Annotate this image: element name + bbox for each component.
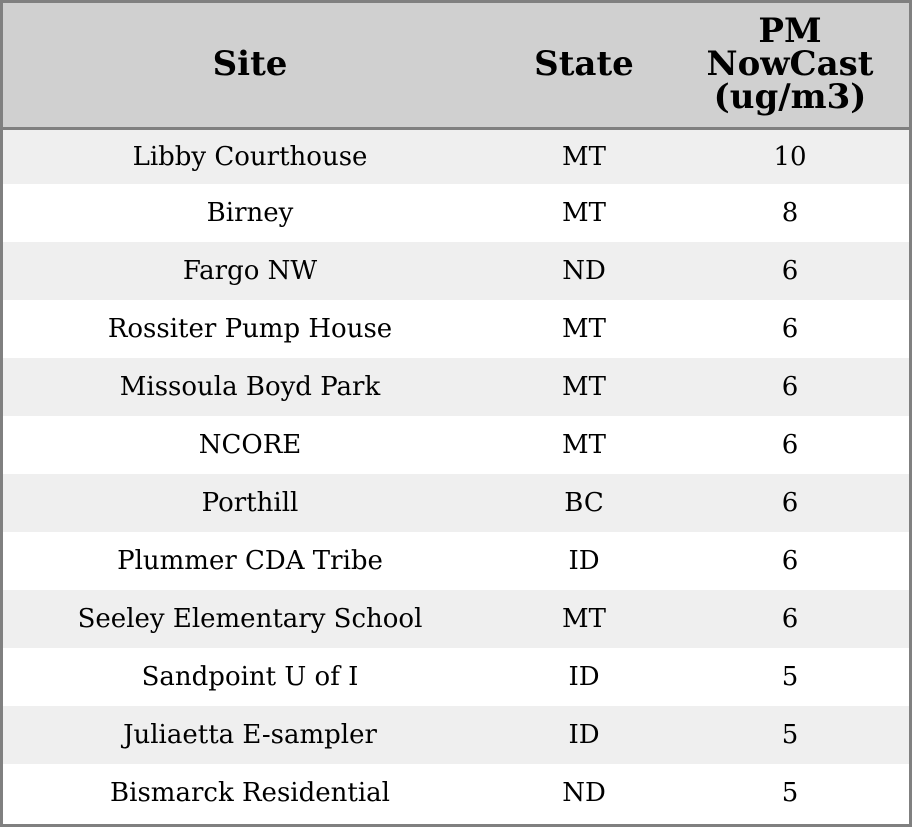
cell-site: Seeley Elementary School — [77, 604, 423, 634]
cell-pm-nowcast: 6 — [781, 430, 799, 460]
table-row — [3, 590, 909, 648]
header-site: Site — [3, 3, 497, 128]
cell-state: ID — [568, 546, 600, 576]
cell-pm-nowcast: 6 — [781, 488, 799, 518]
cell-site: Bismarck Residential — [110, 778, 390, 808]
cell-pm-nowcast: 6 — [781, 256, 799, 286]
table-row — [3, 184, 909, 242]
cell-pm-nowcast: 6 — [781, 314, 799, 344]
table-row — [3, 474, 909, 532]
table-body — [3, 128, 909, 822]
cell-site: Porthill — [201, 488, 299, 518]
table-row — [3, 300, 909, 358]
cell-state: MT — [562, 372, 606, 402]
cell-state: ND — [562, 778, 606, 808]
cell-site: Birney — [206, 198, 294, 228]
table-row — [3, 358, 909, 416]
cell-site: Plummer CDA Tribe — [117, 546, 383, 576]
table-row — [3, 648, 909, 706]
cell-pm-nowcast: 5 — [781, 720, 799, 750]
cell-state: MT — [562, 430, 606, 460]
cell-site: Libby Courthouse — [132, 141, 368, 172]
cell-state: BC — [564, 488, 604, 518]
cell-state: MT — [562, 198, 606, 228]
pm-nowcast-table — [3, 3, 909, 822]
header-state: State — [497, 3, 671, 128]
cell-site: Missoula Boyd Park — [119, 372, 381, 402]
cell-state: MT — [562, 141, 606, 172]
cell-state: MT — [562, 604, 606, 634]
table-row — [3, 242, 909, 300]
cell-site: Sandpoint U of I — [141, 662, 359, 692]
cell-site: NCORE — [198, 430, 302, 460]
header-pm-nowcast: PM NowCast (ug/m3) — [671, 3, 909, 128]
cell-site: Fargo NW — [182, 256, 318, 286]
cell-pm-nowcast: 6 — [781, 546, 799, 576]
cell-pm-nowcast: 6 — [781, 372, 799, 402]
header-row — [3, 3, 909, 128]
cell-state: ND — [562, 256, 606, 286]
cell-state: ID — [568, 662, 600, 692]
cell-site: Rossiter Pump House — [107, 314, 393, 344]
table-row — [3, 128, 909, 184]
cell-site: Juliaetta E-sampler — [123, 720, 377, 750]
cell-pm-nowcast: 5 — [781, 662, 799, 692]
table-row — [3, 416, 909, 474]
cell-pm-nowcast: 10 — [773, 141, 807, 172]
cell-pm-nowcast: 8 — [781, 198, 799, 228]
table-row — [3, 706, 909, 764]
cell-state: ID — [568, 720, 600, 750]
table-row — [3, 764, 909, 822]
cell-state: MT — [562, 314, 606, 344]
table-row — [3, 532, 909, 590]
cell-pm-nowcast: 6 — [781, 604, 799, 634]
cell-pm-nowcast: 5 — [781, 778, 799, 808]
